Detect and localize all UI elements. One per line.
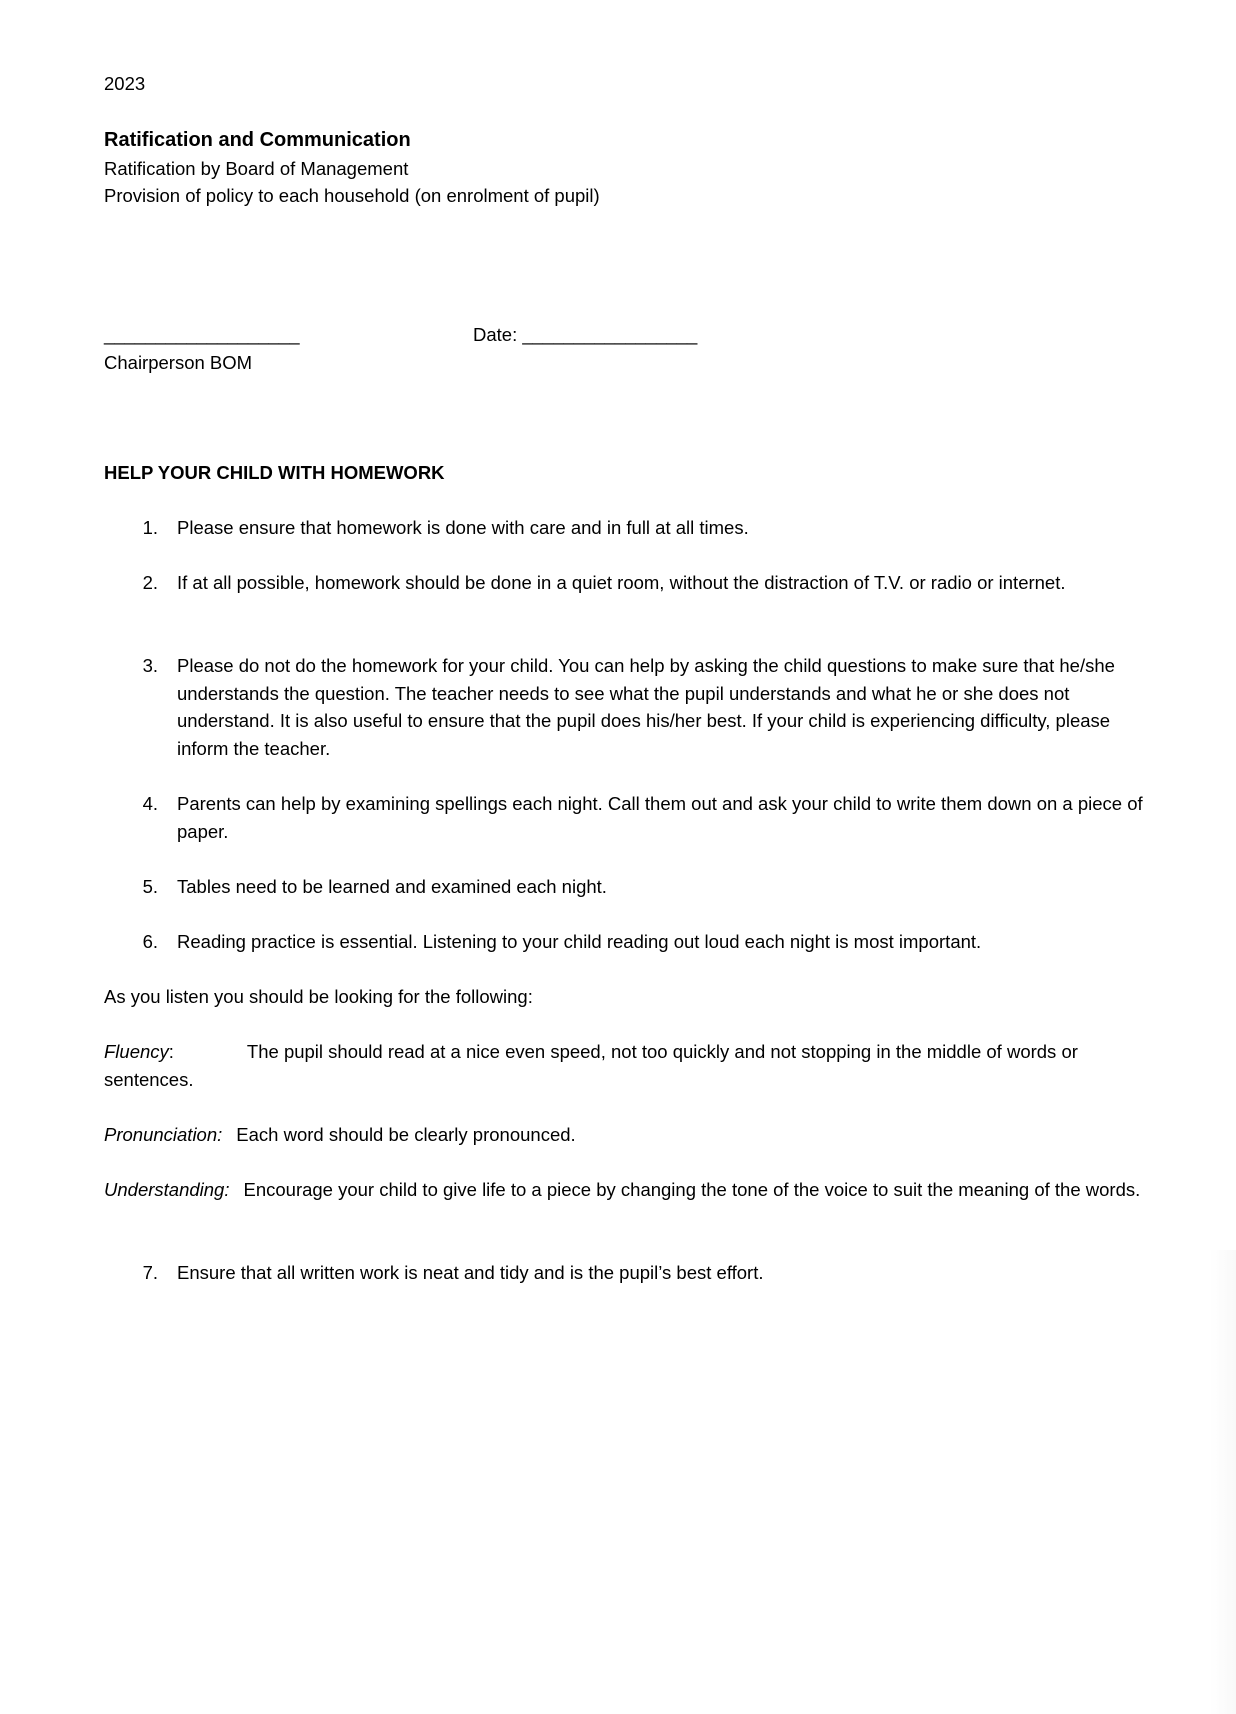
page-edge-shadow — [1210, 1250, 1236, 1714]
item-text: If at all possible, homework should be done in a quiet room, without the distraction of T.V. or radio or internet. — [177, 572, 1066, 593]
item-number: 1. — [142, 517, 158, 538]
document-year: 2023 — [104, 73, 146, 94]
item-number: 2. — [142, 572, 158, 593]
signer-label: Chairperson BOM — [104, 352, 253, 373]
criterion-text: The pupil should read at a nice even speed, not too quickly and not stopping in the middle of words or sentences. — [104, 1041, 1078, 1090]
criterion-label: Pronunciation: — [104, 1124, 223, 1145]
criterion-understanding — [104, 1176, 1149, 1204]
date-line[interactable]: _________________ — [522, 324, 698, 345]
item-number: 4. — [142, 793, 158, 814]
item-number: 5. — [142, 876, 158, 897]
criterion-text: Encourage your child to give life to a piece by changing the tone of the voice to suit the meaning of the words. — [243, 1179, 1141, 1200]
provision-line: Provision of policy to each household (on enrolment of pupil) — [104, 185, 600, 206]
criterion-text: Each word should be clearly pronounced. — [236, 1124, 576, 1145]
criterion-fluency — [104, 1038, 1149, 1093]
item-number: 3. — [142, 655, 158, 676]
item-text: Parents can help by examining spellings each night. Call them out and ask your child to write them down on a piece of paper. — [177, 793, 1143, 842]
item-text: Please do not do the homework for your child. You can help by asking the child questions to make sure that he/she understands the question. The teacher needs to see what the pupil understands and what he or she does not understand. It is also useful to ensure that the pupil does his/her best. If your child is experiencing difficulty, please inform the teacher. — [177, 655, 1115, 759]
criterion-label: Fluency — [104, 1041, 169, 1062]
item-text: Please ensure that homework is done with care and in full at all times. — [177, 517, 749, 538]
item-text: Tables need to be learned and examined each night. — [177, 876, 607, 897]
item-number: 6. — [142, 931, 158, 952]
item-text: Reading practice is essential. Listening to your child reading out loud each night is most important. — [177, 931, 982, 952]
item-text: Ensure that all written work is neat and tidy and is the pupil’s best effort. — [177, 1262, 764, 1283]
date-field[interactable] — [473, 321, 697, 348]
listen-intro: As you listen you should be looking for the following: — [104, 986, 533, 1007]
criterion-label: Understanding: — [104, 1179, 230, 1200]
criterion-suffix: : — [168, 1041, 174, 1062]
item-number: 7. — [142, 1262, 158, 1283]
signature-line[interactable]: ___________________ — [104, 324, 300, 345]
date-label: Date: — [473, 324, 518, 345]
ratification-heading: Ratification and Communication — [104, 129, 411, 151]
criterion-pronunciation — [104, 1121, 1149, 1149]
homework-heading: HELP YOUR CHILD WITH HOMEWORK — [104, 462, 445, 483]
ratification-line: Ratification by Board of Management — [104, 158, 409, 179]
